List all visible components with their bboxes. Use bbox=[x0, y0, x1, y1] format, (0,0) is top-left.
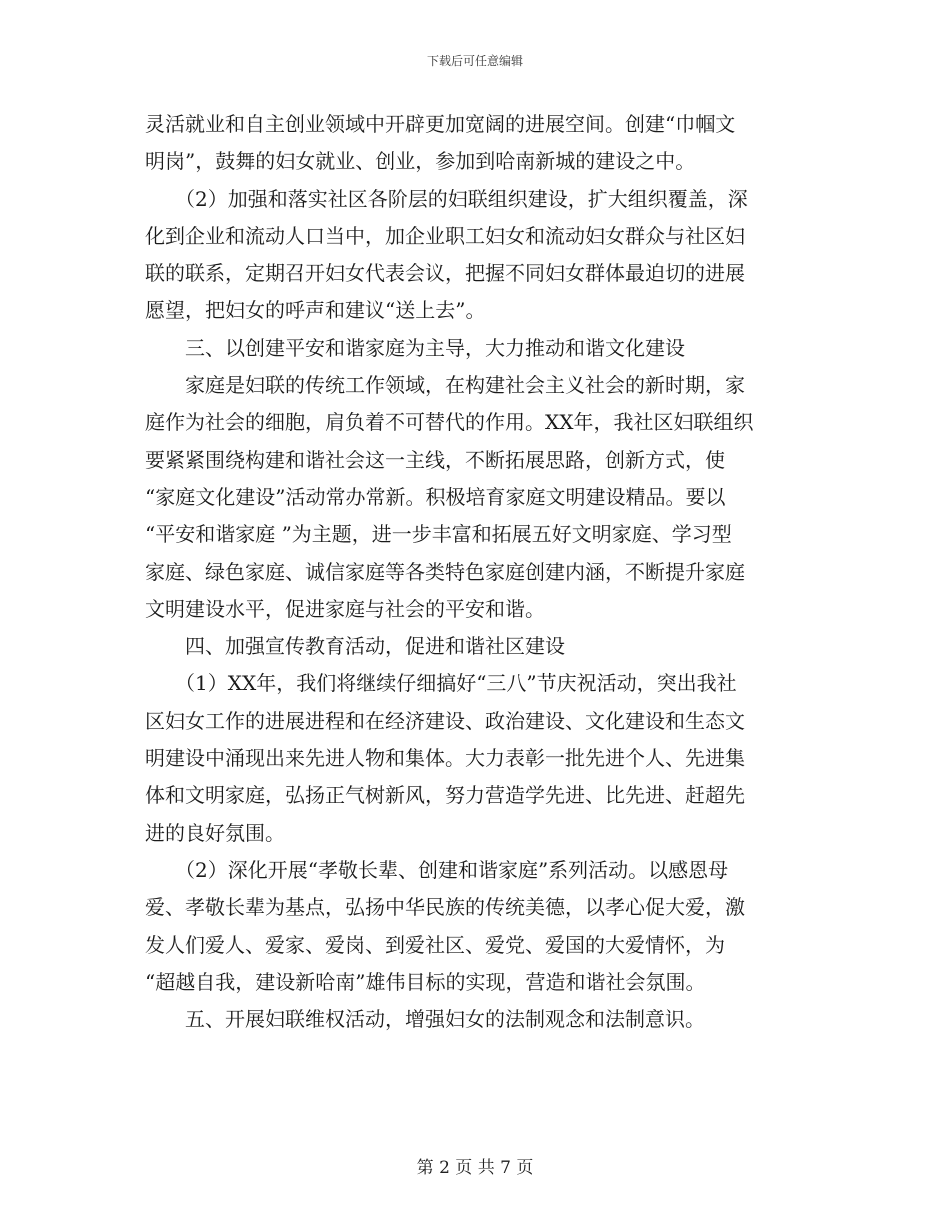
text-line: 灵活就业和自主创业领域中开辟更加宽阔的进展空间。创建“巾帼文 bbox=[145, 112, 736, 136]
text-line: 文明建设水平，促进家庭与社会的平安和谐。 bbox=[145, 596, 545, 621]
section-heading: 三、以创建平安和谐家庭为主导，大力推动和谐文化建设 bbox=[145, 335, 685, 360]
section-heading: 五、开展妇联维权活动，增强妇女的法制观念和法制意识。 bbox=[145, 1007, 705, 1032]
text-line: 家庭是妇联的传统工作领域，在构建社会主义社会的新时期，家 bbox=[145, 373, 745, 398]
page-number-footer: 第 2 页 共 7 页 bbox=[416, 1158, 534, 1178]
text-line: 爱、孝敬长辈为基点，弘扬中华民族的传统美德，以孝心促大爱，激 bbox=[145, 895, 745, 920]
text-line: 发人们爱人、爱家、爱岗、到爱社区、爱党、爱国的大爱情怀，为 bbox=[145, 932, 725, 957]
text-line: “家庭文化建设”活动常办常新。积极培育家庭文明建设精品。要以 bbox=[145, 484, 726, 509]
text-line: （1）XX年，我们将继续仔细搞好“三八”节庆祝活动，突出我社 bbox=[145, 671, 737, 696]
text-line: “平安和谐家庭 ”为主题，进一步丰富和拓展五好文明家庭、学习型 bbox=[145, 522, 732, 547]
text-line: （2）加强和落实社区各阶层的妇联组织建设，扩大组织覆盖，深 bbox=[145, 186, 748, 211]
text-line: 明建设中涌现出来先进人物和集体。大力表彰一批先进个人、先进集 bbox=[145, 746, 745, 771]
text-line: “超越自我，建设新哈南”雄伟目标的实现，营造和谐社会氛围。 bbox=[145, 969, 706, 994]
text-line: 联的联系，定期召开妇女代表会议，把握不同妇女群体最迫切的进展 bbox=[145, 261, 745, 286]
text-line: 体和文明家庭，弘扬正气树新风，努力营造学先进、比先进、赶超先 bbox=[145, 783, 745, 808]
text-line: （2）深化开展“孝敬长辈、创建和谐家庭”系列活动。以感恩母 bbox=[145, 857, 729, 882]
text-line: 愿望，把妇女的呼声和建议“送上去”。 bbox=[145, 298, 486, 323]
text-line: 家庭、绿色家庭、诚信家庭等各类特色家庭创建内涵，不断提升家庭 bbox=[145, 559, 745, 584]
text-line: 化到企业和流动人口当中，加企业职工妇女和流动妇女群众与社区妇 bbox=[145, 223, 745, 248]
page-header: 下载后可任意编辑 bbox=[426, 54, 523, 68]
section-heading: 四、加强宣传教育活动，促进和谐社区建设 bbox=[145, 634, 565, 659]
document-body bbox=[145, 106, 805, 1038]
text-line: 进的良好氛围。 bbox=[145, 820, 285, 845]
text-line: 明岗”，鼓舞的妇女就业、创业，参加到哈南新城的建设之中。 bbox=[145, 149, 696, 174]
text-line: 要紧紧围绕构建和谐社会这一主线，不断拓展思路，创新方式，使 bbox=[145, 447, 725, 472]
text-line: 庭作为社会的细胞，肩负着不可替代的作用。XX年，我社区妇联组织 bbox=[145, 410, 754, 435]
text-line: 区妇女工作的进展进程和在经济建设、政治建设、文化建设和生态文 bbox=[145, 708, 745, 733]
